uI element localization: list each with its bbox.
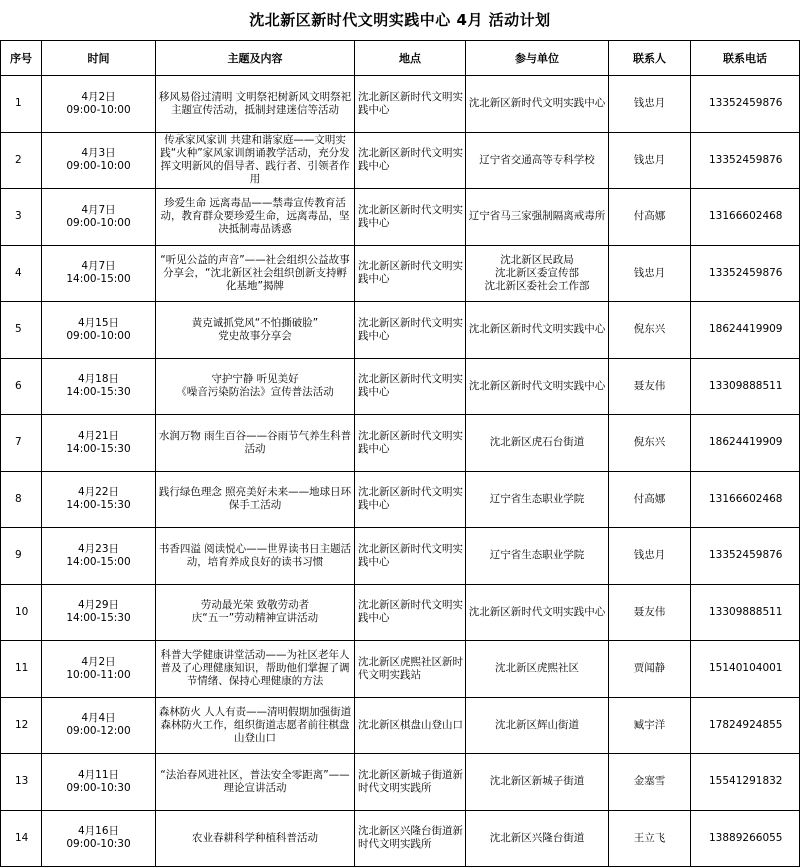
place-cell: 沈北新区棋盘山登山口 xyxy=(355,697,466,754)
table-row xyxy=(1,754,800,811)
unit-cell: 沈北新区虎熙社区 xyxy=(466,641,609,698)
activity-time: 09:00-10:30 xyxy=(66,838,131,851)
theme-cell: 践行绿色理念 照亮美好未来——地球日环保手工活动 xyxy=(156,471,355,528)
unit-cell: 沈北新区虎石台街道 xyxy=(466,415,609,472)
table-row xyxy=(1,132,800,189)
activity-time: 10:00-11:00 xyxy=(66,668,131,681)
contact-cell: 付高娜 xyxy=(609,471,691,528)
activity-time: 09:00-10:00 xyxy=(66,103,131,116)
theme-cell: 水润万物 雨生百谷——谷雨节气养生科普活动 xyxy=(156,415,355,472)
unit-cell: 辽宁省生态职业学院 xyxy=(466,528,609,585)
place-cell: 沈北新区新时代文明实践中心 xyxy=(355,132,466,189)
theme-cell: 农业春耕科学种植科普活动 xyxy=(156,810,355,867)
place-cell: 沈北新区新时代文明实践中心 xyxy=(355,189,466,246)
place-cell: 沈北新区新城子街道新时代文明实践所 xyxy=(355,754,466,811)
activity-date: 4月7日 xyxy=(81,203,116,216)
phone-cell: 13309888511 xyxy=(691,358,800,415)
activity-time: 14:00-15:30 xyxy=(66,386,131,399)
unit-cell: 沈北新区兴隆台街道 xyxy=(466,810,609,867)
header-unit: 参与单位 xyxy=(466,41,609,76)
row-number: 4 xyxy=(1,245,42,302)
activity-date: 4月18日 xyxy=(77,373,120,386)
contact-cell: 钱忠月 xyxy=(609,76,691,133)
time-cell xyxy=(42,245,156,302)
unit-cell: 辽宁省交通高等专科学校 xyxy=(466,132,609,189)
phone-cell: 18624419909 xyxy=(691,415,800,472)
contact-cell: 倪东兴 xyxy=(609,415,691,472)
theme-cell: 移风易俗过清明 文明祭祀树新风文明祭祀主题宣传活动，抵制封建迷信等活动 xyxy=(156,76,355,133)
row-number: 10 xyxy=(1,584,42,641)
contact-cell: 钱忠月 xyxy=(609,528,691,585)
phone-cell: 13352459876 xyxy=(691,132,800,189)
unit-cell: 沈北新区民政局 沈北新区委宣传部 沈北新区委社会工作部 xyxy=(466,245,609,302)
phone-cell: 13352459876 xyxy=(691,528,800,585)
phone-cell: 15140104001 xyxy=(691,641,800,698)
row-number: 1 xyxy=(1,76,42,133)
unit-cell: 辽宁省马三家强制隔离戒毒所 xyxy=(466,189,609,246)
theme-cell: 书香四溢 阅读悦心——世界读书日主题活动，培育养成良好的读书习惯 xyxy=(156,528,355,585)
table-row xyxy=(1,358,800,415)
place-cell: 沈北新区新时代文明实践中心 xyxy=(355,528,466,585)
activity-date: 4月11日 xyxy=(77,768,120,781)
place-cell: 沈北新区新时代文明实践中心 xyxy=(355,584,466,641)
unit-cell: 辽宁省生态职业学院 xyxy=(466,471,609,528)
table-row xyxy=(1,697,800,754)
phone-cell: 18624419909 xyxy=(691,302,800,359)
time-cell xyxy=(42,415,156,472)
phone-cell: 13889266055 xyxy=(691,810,800,867)
contact-cell: 钱忠月 xyxy=(609,132,691,189)
row-number: 5 xyxy=(1,302,42,359)
place-cell: 沈北新区虎熙社区新时代文明实践站 xyxy=(355,641,466,698)
time-cell xyxy=(42,810,156,867)
activity-time: 14:00-15:30 xyxy=(66,612,131,625)
row-number: 8 xyxy=(1,471,42,528)
activity-time: 09:00-10:00 xyxy=(66,329,131,342)
activity-time: 14:00-15:00 xyxy=(66,273,131,286)
theme-cell: 科普大学健康讲堂活动——为社区老年人普及了心理健康知识，帮助他们掌握了调节情绪、保持心理健康的方法 xyxy=(156,641,355,698)
contact-cell: 钱忠月 xyxy=(609,245,691,302)
time-cell xyxy=(42,358,156,415)
contact-cell: 付高娜 xyxy=(609,189,691,246)
phone-cell: 17824924855 xyxy=(691,697,800,754)
header-place: 地点 xyxy=(355,41,466,76)
time-cell xyxy=(42,754,156,811)
activity-time: 09:00-12:00 xyxy=(66,725,131,738)
time-cell xyxy=(42,471,156,528)
contact-cell: 聂友伟 xyxy=(609,358,691,415)
place-cell: 沈北新区新时代文明实践中心 xyxy=(355,76,466,133)
place-cell: 沈北新区新时代文明实践中心 xyxy=(355,471,466,528)
time-cell xyxy=(42,641,156,698)
place-cell: 沈北新区兴隆台街道新时代文明实践所 xyxy=(355,810,466,867)
page-title: 沈北新区新时代文明实践中心 4月 活动计划 xyxy=(249,11,551,29)
row-number: 13 xyxy=(1,754,42,811)
phone-cell: 15541291832 xyxy=(691,754,800,811)
row-number: 6 xyxy=(1,358,42,415)
time-cell xyxy=(42,132,156,189)
activity-date: 4月15日 xyxy=(77,316,120,329)
theme-cell: 黄克诚抓党风“不怕撕破脸” 党史故事分享会 xyxy=(156,302,355,359)
time-cell xyxy=(42,189,156,246)
unit-cell: 沈北新区新时代文明实践中心 xyxy=(466,302,609,359)
activity-date: 4月3日 xyxy=(81,147,116,160)
place-cell: 沈北新区新时代文明实践中心 xyxy=(355,358,466,415)
phone-cell: 13309888511 xyxy=(691,584,800,641)
row-number: 2 xyxy=(1,132,42,189)
contact-cell: 倪东兴 xyxy=(609,302,691,359)
header-contact: 联系人 xyxy=(609,41,691,76)
activity-date: 4月22日 xyxy=(77,486,120,499)
header-theme: 主题及内容 xyxy=(156,41,355,76)
contact-cell: 臧宇洋 xyxy=(609,697,691,754)
row-number: 7 xyxy=(1,415,42,472)
time-cell xyxy=(42,76,156,133)
row-number: 11 xyxy=(1,641,42,698)
table-row xyxy=(1,302,800,359)
theme-cell: 森林防火 人人有责——清明假期加强街道森林防火工作，组织街道志愿者前往棋盘山登山口 xyxy=(156,697,355,754)
activity-date: 4月2日 xyxy=(81,655,116,668)
phone-cell: 13352459876 xyxy=(691,76,800,133)
header-row xyxy=(1,41,800,76)
activity-date: 4月2日 xyxy=(81,90,116,103)
unit-cell: 沈北新区辉山街道 xyxy=(466,697,609,754)
contact-cell: 贾闻静 xyxy=(609,641,691,698)
table-row xyxy=(1,189,800,246)
contact-cell: 王立飞 xyxy=(609,810,691,867)
theme-cell: “法治春风进社区，普法安全零距离”——理论宣讲活动 xyxy=(156,754,355,811)
place-cell: 沈北新区新时代文明实践中心 xyxy=(355,245,466,302)
table-row xyxy=(1,810,800,867)
table-row xyxy=(1,245,800,302)
time-cell xyxy=(42,697,156,754)
theme-cell: 传承家风家训 共建和谐家庭——文明实践“火种”家风家训朗诵教学活动，充分发挥文明新风的倡导者、践行者、引领者作用 xyxy=(156,132,355,189)
activity-time: 09:00-10:00 xyxy=(66,160,131,173)
activity-date: 4月23日 xyxy=(77,542,120,555)
unit-cell: 沈北新区新时代文明实践中心 xyxy=(466,76,609,133)
activity-date: 4月16日 xyxy=(77,825,120,838)
table-row xyxy=(1,76,800,133)
theme-cell: 珍爱生命 远离毒品——禁毒宣传教育活动，教育群众要珍爱生命，远离毒品，坚决抵制毒品诱惑 xyxy=(156,189,355,246)
table-row xyxy=(1,641,800,698)
theme-cell: 劳动最光荣 致敬劳动者 庆“五一”劳动精神宣讲活动 xyxy=(156,584,355,641)
time-cell xyxy=(42,528,156,585)
row-number: 14 xyxy=(1,810,42,867)
table-row xyxy=(1,471,800,528)
place-cell: 沈北新区新时代文明实践中心 xyxy=(355,302,466,359)
phone-cell: 13166602468 xyxy=(691,471,800,528)
header-time: 时间 xyxy=(42,41,156,76)
table-row xyxy=(1,528,800,585)
header-no: 序号 xyxy=(1,41,42,76)
phone-cell: 13166602468 xyxy=(691,189,800,246)
activity-time: 09:00-10:30 xyxy=(66,781,131,794)
activity-time: 09:00-10:00 xyxy=(66,216,131,229)
contact-cell: 聂友伟 xyxy=(609,584,691,641)
activity-time: 14:00-15:00 xyxy=(66,555,131,568)
row-number: 12 xyxy=(1,697,42,754)
activity-time: 14:00-15:30 xyxy=(66,442,131,455)
time-cell xyxy=(42,584,156,641)
row-number: 9 xyxy=(1,528,42,585)
theme-cell: 守护宁静 听见美好 《噪音污染防治法》宣传普法活动 xyxy=(156,358,355,415)
unit-cell: 沈北新区新时代文明实践中心 xyxy=(466,358,609,415)
theme-cell: “听见公益的声音”——社会组织公益故事分享会，“沈北新区社会组织创新支持孵化基地”揭牌 xyxy=(156,245,355,302)
time-cell xyxy=(42,302,156,359)
place-cell: 沈北新区新时代文明实践中心 xyxy=(355,415,466,472)
table-row xyxy=(1,584,800,641)
activity-date: 4月4日 xyxy=(81,712,116,725)
activity-time: 14:00-15:30 xyxy=(66,499,131,512)
header-phone: 联系电话 xyxy=(691,41,800,76)
contact-cell: 金塞雪 xyxy=(609,754,691,811)
activity-date: 4月29日 xyxy=(77,599,120,612)
unit-cell: 沈北新区新时代文明实践中心 xyxy=(466,584,609,641)
activity-date: 4月7日 xyxy=(81,260,116,273)
row-number: 3 xyxy=(1,189,42,246)
table-row xyxy=(1,415,800,472)
phone-cell: 13352459876 xyxy=(691,245,800,302)
unit-cell: 沈北新区新城子街道 xyxy=(466,754,609,811)
activity-table xyxy=(0,40,800,867)
activity-date: 4月21日 xyxy=(77,429,120,442)
